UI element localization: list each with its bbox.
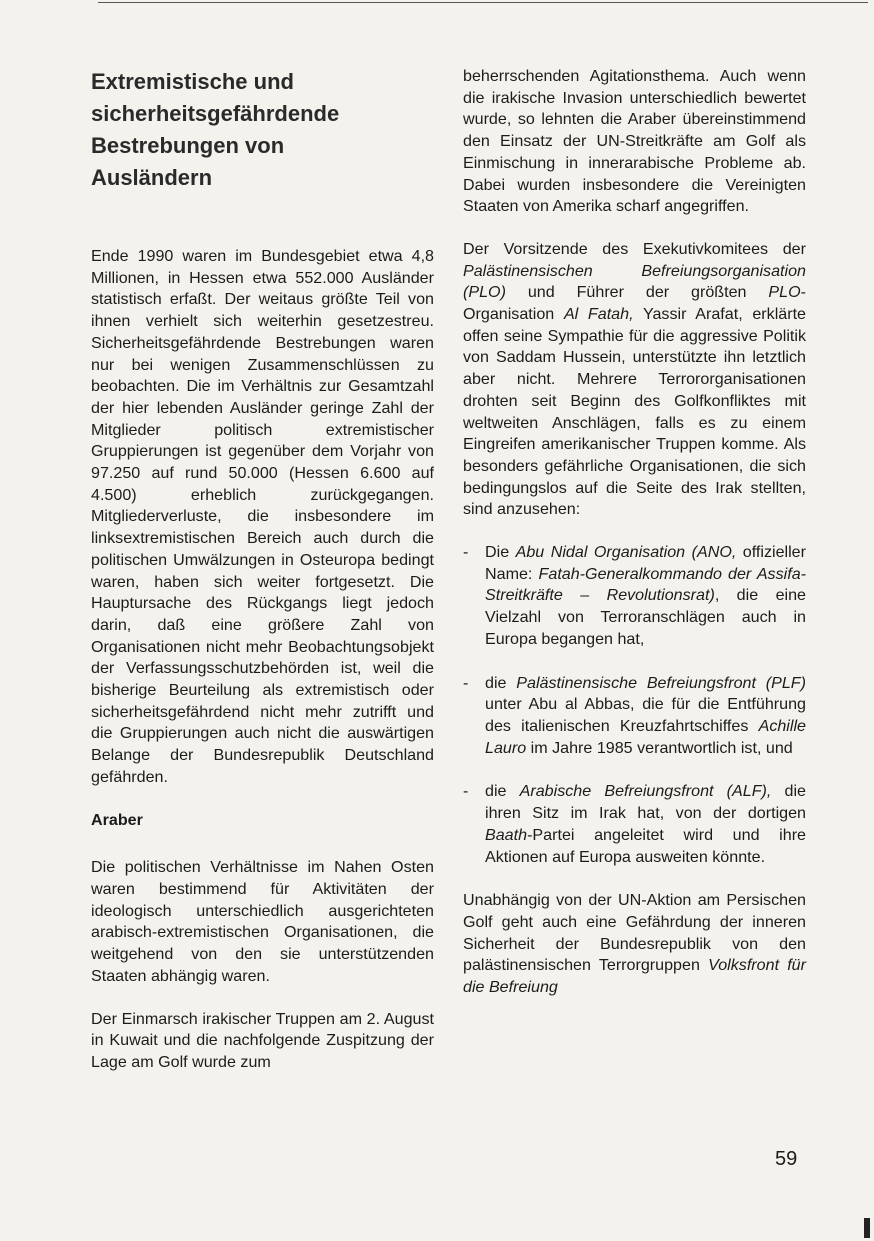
- left-column: [91, 66, 434, 1074]
- text-run: Unabhängig von der UN-Aktion am Persischen Golf geht auch eine Gefährdung der inneren Sicherheit der Bundesrepublik von den palästinensischen Terrorgruppen: [463, 891, 806, 975]
- organization-name: Volksfront für die Befreiung: [463, 956, 806, 997]
- organization-list: [463, 542, 806, 868]
- text-run: -Organisation: [463, 283, 806, 324]
- title-line: Bestrebungen von: [91, 133, 285, 158]
- page-title: [91, 66, 434, 194]
- text-run: die: [485, 673, 517, 692]
- body-paragraph: [463, 239, 806, 521]
- list-item: [463, 673, 806, 760]
- text-run: und Führer der größten: [505, 283, 769, 302]
- organization-name: PLO: [768, 283, 801, 302]
- page-number: 59: [775, 1148, 798, 1170]
- organization-name: Fatah-Generalkommando der Assifa-Streitkräfte – Revolutionsrat): [485, 564, 807, 605]
- text-run: Yassir Arafat, erklärte offen seine Sympathie für die aggressive Politik von Saddam Hussein, unterstützte ihn letztlich aber nicht. Mehrere Terrororganisationen drohten seit Beginn des Golfkonfliktes mit weltweiten Anschlägen, falls es zu einem Eingreifen amerikanischer Truppen komme. Als besonders gefährliche Organisationen, die sich bedingungslos auf die Seite des Irak stellten, sind anzusehen:: [463, 305, 806, 519]
- organization-name: Palästinensische Befreiungsfront (PLF): [516, 673, 806, 692]
- edge-marker: [864, 1218, 870, 1238]
- text-run: im Jahre 1985 verantwortlich ist, und: [526, 738, 793, 757]
- text-run: -Partei angeleitet wird und ihre Aktionen auf Europa ausweiten könnte.: [485, 825, 806, 866]
- section-heading-araber: Araber: [91, 810, 143, 829]
- body-paragraph: [463, 890, 806, 999]
- body-paragraph: Der Einmarsch irakischer Truppen am 2. August in Kuwait und die nachfolgende Zuspitzung der Lage am Golf wurde zum: [91, 1009, 434, 1071]
- dash-bullet: -: [463, 673, 469, 692]
- text-run: offizieller Name:: [485, 543, 806, 583]
- title-line: Extremistische und: [91, 69, 294, 94]
- list-item: [463, 542, 806, 651]
- top-rule: [98, 2, 868, 3]
- title-line: sicherheitsgefährdende: [91, 101, 340, 126]
- title-line: Ausländern: [91, 165, 213, 190]
- intro-paragraph: Ende 1990 waren im Bundesgebiet etwa 4,8 Millionen, in Hessen etwa 552.000 Ausländer statistisch erfaßt. Der weitaus größte Teil von ihnen verhielt sich weiterhin gesetzestreu. Sicherheitsgefährdende Bestrebungen waren nur bei wenigen Zusammenschlüssen zu beobachten. Die im Verhältnis zur Gesamtzahl der hier lebenden Ausländer geringe Zahl der Mitglieder politisch extremistischer Gruppierungen ist gegenüber dem Vorjahr von 97.250 auf rund 50.000 (Hessen 6.600 auf 4.500) erheblich zurückgegangen. Mitgliederverluste, die insbesondere im linksextremistischen Bereich auch durch die politischen Umwälzungen in Osteuropa bedingt waren, haben sich weiter fortgesetzt. Die Hauptursache des Rückgangs liegt jedoch darin, daß eine größere Zahl von Organisationen nicht mehr Beobachtungsobjekt der Verfassungsschutzbehörden ist, weil die bisherige Beurteilung als extremistisch oder sicherheitsgefährdend nicht mehr zutrifft und die Gruppierungen auch nicht die auswärtigen Belange der Bundesrepublik Deutschland gefährden.: [91, 247, 434, 786]
- ship-name: Achille Lauro: [485, 716, 806, 757]
- organization-name: Abu Nidal Organisation (ANO,: [515, 543, 737, 562]
- organization-name: Al Fatah,: [563, 305, 634, 324]
- organization-name: Arabische Befreiungsfront (ALF),: [519, 782, 772, 801]
- text-run: unter Abu al Abbas, die für die Entführung des italienischen Kreuzfahrtschiffes: [485, 695, 806, 735]
- text-run: Der Vorsitzende des Exekutivkomitees der: [463, 239, 806, 258]
- right-column: [463, 66, 806, 999]
- text-run: Die: [485, 543, 516, 562]
- body-paragraph: Die politischen Verhältnisse im Nahen Osten waren bestimmend für Aktivitäten der ideologisch unterschiedlich ausgerichteten arabisch-extremistischen Organisationen, die weitgehend von den sie unterstützenden Staaten abhängig waren.: [91, 858, 434, 985]
- party-name: Baath: [485, 825, 528, 844]
- dash-bullet: -: [463, 782, 469, 801]
- text-run: , die eine Vielzahl von Terroranschlägen auch in Europa begangen hat,: [485, 586, 806, 648]
- text-run: die: [485, 782, 520, 801]
- text-run: die ihren Sitz im Irak hat, von der dortigen: [485, 782, 807, 823]
- body-paragraph: beherrschenden Agitationsthema. Auch wenn die irakische Invasion unterschiedlich bewertet wurde, so lehnten die Araber übereinstimmend den Einsatz der UN-Streitkräfte am Golf als Einmischung in innerarabische Probleme ab. Dabei wurden insbesondere die Vereinigten Staaten von Amerika scharf angegriffen.: [463, 67, 806, 216]
- dash-bullet: -: [463, 543, 469, 562]
- organization-name: Palästinensischen Befreiungsorganisation (PLO): [463, 261, 806, 302]
- list-item: [463, 781, 806, 868]
